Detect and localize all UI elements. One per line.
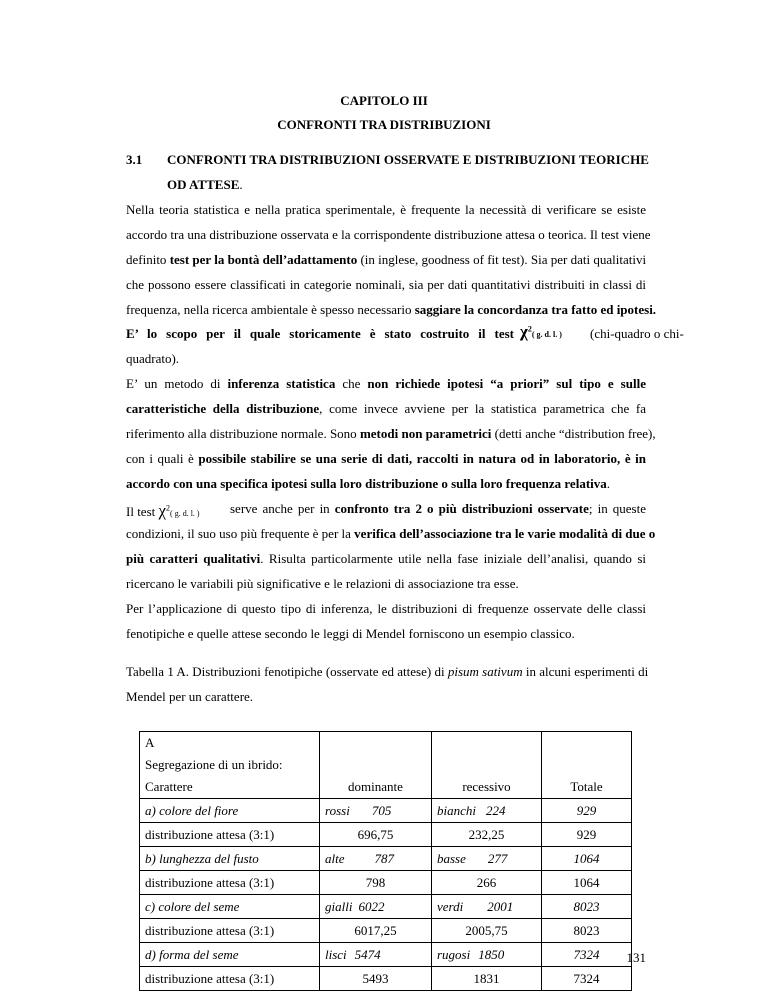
- recessive-cell: basse 277: [432, 847, 542, 871]
- table-header-row: [140, 775, 632, 799]
- section-title-line1: CONFRONTI TRA DISTRIBUZIONI OSSERVATE E DISTRIBUZIONI TEORICHE: [167, 152, 649, 167]
- total-cell: 1064: [542, 871, 632, 895]
- dominant-cell: 798: [320, 871, 432, 895]
- chapter-subtitle: CONFRONTI TRA DISTRIBUZIONI: [277, 117, 491, 132]
- p3-line-1-start: Il test $\chi^2$( g. d. l. ): [126, 501, 200, 520]
- p2-line-5: accordo con una specifica ipotesi sulla loro distribuzione o sulla loro frequenza relativa.: [126, 476, 611, 491]
- column-header-dominante: dominante: [320, 775, 432, 799]
- dominant-cell: gialli 6022: [320, 895, 432, 919]
- p1-line-6: E’ lo scopo per il quale storicamente è stato costruito il test: [126, 326, 514, 341]
- row-label: d) forma del seme: [140, 943, 320, 967]
- table-row: [140, 919, 632, 943]
- section-title-line2: OD ATTESE.: [167, 177, 243, 192]
- recessive-cell: bianchi 224: [432, 799, 542, 823]
- row-label: distribuzione attesa (3:1): [140, 967, 320, 991]
- data-table: [139, 731, 632, 991]
- p4-line-1: Per l’applicazione di questo tipo di inferenza, le distribuzioni di frequenze osservate delle classi: [126, 601, 646, 616]
- table-row: [140, 871, 632, 895]
- dominant-cell: 6017,25: [320, 919, 432, 943]
- table-row: [140, 967, 632, 991]
- p1-line-7: quadrato).: [126, 351, 180, 366]
- chi-square-symbol: χ: [158, 501, 167, 520]
- dominant-cell: 5493: [320, 967, 432, 991]
- p4-line-2: fenotipiche e quelle attese secondo le leggi di Mendel forniscono un esempio classico.: [126, 626, 575, 641]
- p3-line-4: ricercano le variabili più significative e le relazioni di associazione tra esse.: [126, 576, 519, 591]
- recessive-cell: rugosi 1850: [432, 943, 542, 967]
- p3-line-2: condizioni, il suo uso più frequente è per la verifica dell’associazione tra le varie modalità di due o: [126, 526, 656, 541]
- p1-line-3: definito test per la bontà dell’adattamento (in inglese, goodness of fit test). Sia per dati qualitativi: [126, 252, 647, 267]
- dominant-cell: rossi 705: [320, 799, 432, 823]
- table-row: [140, 847, 632, 871]
- table-header-group-row: [140, 732, 632, 776]
- total-cell: 7324: [542, 967, 632, 991]
- p2-line-4: con i quali è possibile stabilire se una serie di dati, raccolti in natura od in laboratorio, è in: [126, 451, 646, 466]
- total-cell: 7324: [542, 943, 632, 967]
- p1-line-6-tail: (chi-quadro o chi-: [590, 326, 684, 341]
- recessive-cell: 266: [432, 871, 542, 895]
- table-row: [140, 799, 632, 823]
- table-caption-line-1: Tabella 1 A. Distribuzioni fenotipiche (osservate ed attese) di pisum sativum in alcuni esperimenti di: [126, 664, 649, 679]
- p3-line-3: più caratteri qualitativi. Risulta particolarmente utile nella fase iniziale dell’analisi, quando si: [126, 551, 646, 566]
- dominant-cell: alte 787: [320, 847, 432, 871]
- section-number: 3.1: [126, 152, 143, 167]
- recessive-cell: 232,25: [432, 823, 542, 847]
- p1-line-1: Nella teoria statistica e nella pratica sperimentale, è frequente la necessità di verificare se esiste: [126, 202, 646, 217]
- table-row: [140, 823, 632, 847]
- p3-line-1: serve anche per in confronto tra 2 o più distribuzioni osservate; in queste: [230, 501, 646, 516]
- row-label: b) lunghezza del fusto: [140, 847, 320, 871]
- table-group-title: Segregazione di un ibrido:: [145, 757, 283, 772]
- row-label: a) colore del fiore: [140, 799, 320, 823]
- table-caption-line-2: Mendel per un carattere.: [126, 689, 254, 704]
- row-label: distribuzione attesa (3:1): [140, 919, 320, 943]
- table-row: [140, 895, 632, 919]
- total-cell: 8023: [542, 919, 632, 943]
- p1-line-4: che possono essere classificati in categorie nominali, sia per dati quantitativi distribuiti in classi di: [126, 277, 646, 292]
- recessive-cell: verdi 2001: [432, 895, 542, 919]
- column-header-recessivo: recessivo: [432, 775, 542, 799]
- p1-line-2: accordo tra una distribuzione osservata e la corrispondente distribuzione attesa o teorica. Il test viene: [126, 227, 651, 242]
- row-label: distribuzione attesa (3:1): [140, 823, 320, 847]
- dominant-cell: lisci 5474: [320, 943, 432, 967]
- p1-line-5: frequenza, nella ricerca ambientale è spesso necessario saggiare la concordanza tra fatto ed ipotesi.: [126, 302, 657, 317]
- row-label: c) colore del seme: [140, 895, 320, 919]
- total-cell: 929: [542, 799, 632, 823]
- chi-square-symbol: $\chi^2$( g. d. l. ): [520, 322, 562, 341]
- chapter-title: CAPITOLO III: [340, 93, 428, 108]
- table-group-cell: [140, 732, 320, 776]
- page-number: 131: [626, 950, 646, 965]
- table-row: [140, 943, 632, 967]
- column-header-carattere: Carattere: [140, 775, 320, 799]
- table-group-letter: A: [145, 735, 155, 750]
- row-label: distribuzione attesa (3:1): [140, 871, 320, 895]
- recessive-cell: 2005,75: [432, 919, 542, 943]
- recessive-cell: 1831: [432, 967, 542, 991]
- total-cell: 8023: [542, 895, 632, 919]
- dominant-cell: 696,75: [320, 823, 432, 847]
- p2-line-2: caratteristiche della distribuzione, come invece avviene per la statistica parametrica che fa: [126, 401, 646, 416]
- total-cell: 1064: [542, 847, 632, 871]
- total-cell: 929: [542, 823, 632, 847]
- column-header-totale: Totale: [542, 775, 632, 799]
- p2-line-3: riferimento alla distribuzione normale. Sono metodi non parametrici (detti anche “distribution free),: [126, 426, 656, 441]
- p2-line-1: E’ un metodo di inferenza statistica che non richiede ipotesi “a priori” sul tipo e sulle: [126, 376, 646, 391]
